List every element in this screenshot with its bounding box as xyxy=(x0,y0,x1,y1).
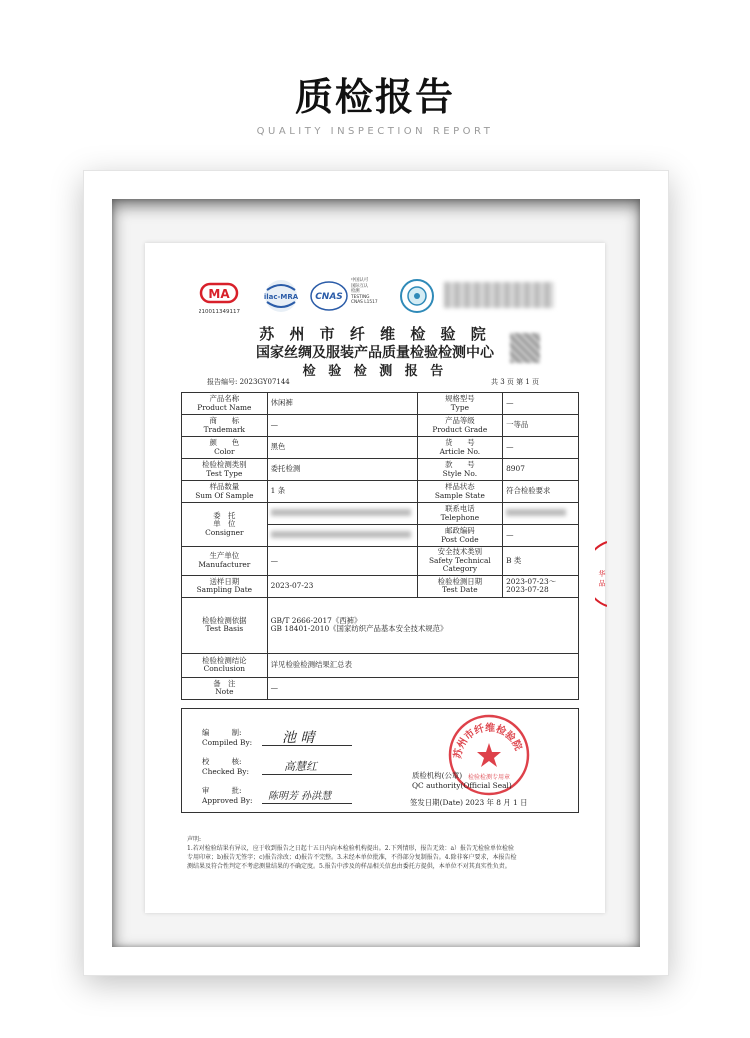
ma-number: 210011349117 xyxy=(199,309,240,315)
table-row: 送样日期 Sampling Date 2023-07-23 检验检测日期 Test Date 2023-07-23～ 2023-07-28 xyxy=(182,575,579,597)
report-title: 检 验 检 测 报 告 xyxy=(302,364,448,379)
side-stamp xyxy=(595,540,607,608)
redacted-text xyxy=(506,509,566,516)
ma-logo-text: MA xyxy=(208,287,230,301)
report-table xyxy=(181,392,579,700)
compiled-label: 编 制: Compiled By: xyxy=(202,728,253,747)
page-title: 质检报告 xyxy=(294,75,455,119)
table-row: 邮政编码 Post Code — xyxy=(182,525,579,547)
institute-emblem xyxy=(399,278,435,318)
checked-signature: 高慧红 xyxy=(284,760,317,773)
seal-label: 质检机构(公章) QC authority(Official Seal) xyxy=(412,771,512,790)
checked-line xyxy=(262,774,352,775)
ilac-logo xyxy=(261,278,301,318)
ilac-logo-text: ilac-MRA xyxy=(263,293,299,301)
page-subtitle: QUALITY INSPECTION REPORT xyxy=(256,126,494,137)
declaration-notes: 声明: 1.若对检验结果有异议，应于收到报告之日起十五日内向本检验机构提出。2.下列情形，报告无效：a）报告无检验单位检验 专用印章；b)报告无签字；c)报告涂改；d)报告不完整。3.未经本单位批准，不得部分复制报告。4.除非客户要求，本报告检 测结果及符合性判定不考虑测量结果的不确定度。5.报告中涉及的样品相关信息由委托方提供，本单位不对其真实性负责。 xyxy=(187,836,517,870)
org-name: 苏 州 市 纤 维 检 验 院 xyxy=(259,325,491,343)
cnas-side-text: 中国认可 国际互认 检测 TESTING CNAS L1517 xyxy=(351,278,378,306)
table-row: 备 注 Note — xyxy=(182,677,579,699)
report-number: 报告编号: 2023GY07144 xyxy=(207,378,290,386)
report-document xyxy=(145,243,605,913)
cnas-logo-text: CNAS xyxy=(315,292,343,302)
cma-logo xyxy=(199,282,243,320)
table-row: 检验检测结论 Conclusion 详见检验检测结果汇总表 xyxy=(182,653,579,677)
redacted-text xyxy=(271,531,411,538)
redacted-text xyxy=(271,509,411,516)
stamp-text: 苏州市纤维检验院 xyxy=(452,722,524,760)
center-name: 国家丝绸及服装产品质量检验检测中心 xyxy=(256,345,494,361)
approved-signature: 陈明芳 孙洪慧 xyxy=(268,791,332,802)
blurred-logo xyxy=(444,282,554,308)
table-row: 生产单位 Manufacturer — 安全技术类别 Safety Technical Category B 类 xyxy=(182,547,579,576)
page-info: 共 3 页 第 1 页 xyxy=(491,378,540,386)
stamp-bottom-text: 检验检测专用章 xyxy=(467,774,511,781)
table-row: 委 托 单 位 Consigner 联系电话 Telephone xyxy=(182,503,579,525)
table-row: 颜 色 Color 黑色 货 号 Article No. — xyxy=(182,437,579,459)
side-stamp-text: 华 品 xyxy=(598,570,606,587)
approved-label: 审 批: Approved By: xyxy=(202,786,253,805)
issue-date: 签发日期(Date) 2023 年 8 月 1 日 xyxy=(410,798,528,807)
table-row: 产品名称 Product Name 休闲裤 规格型号 Type — xyxy=(182,393,579,415)
signature-box xyxy=(181,708,579,813)
table-row: 检验检测类别 Test Type 委托检测 款 号 Style No. 8907 xyxy=(182,459,579,481)
table-row: 检验检测依据 Test Basis GB/T 2666-2017《西裤》 GB 18401-2010《国家纺织产品基本安全技术规范》 xyxy=(182,597,579,653)
consigner-label: 委 托 单 位 xyxy=(213,510,236,529)
approved-line xyxy=(262,803,352,804)
cnas-logo xyxy=(309,278,349,318)
table-row: 样品数量 Sum Of Sample 1 条 样品状态 Sample State 符合检验要求 xyxy=(182,481,579,503)
checked-label: 校 核: Checked By: xyxy=(202,757,249,776)
certification-logos xyxy=(199,278,579,322)
compiled-signature: 池 晴 xyxy=(282,730,315,746)
table-row: 商 标 Trademark — 产品等级 Product Grade 一等品 xyxy=(182,415,579,437)
